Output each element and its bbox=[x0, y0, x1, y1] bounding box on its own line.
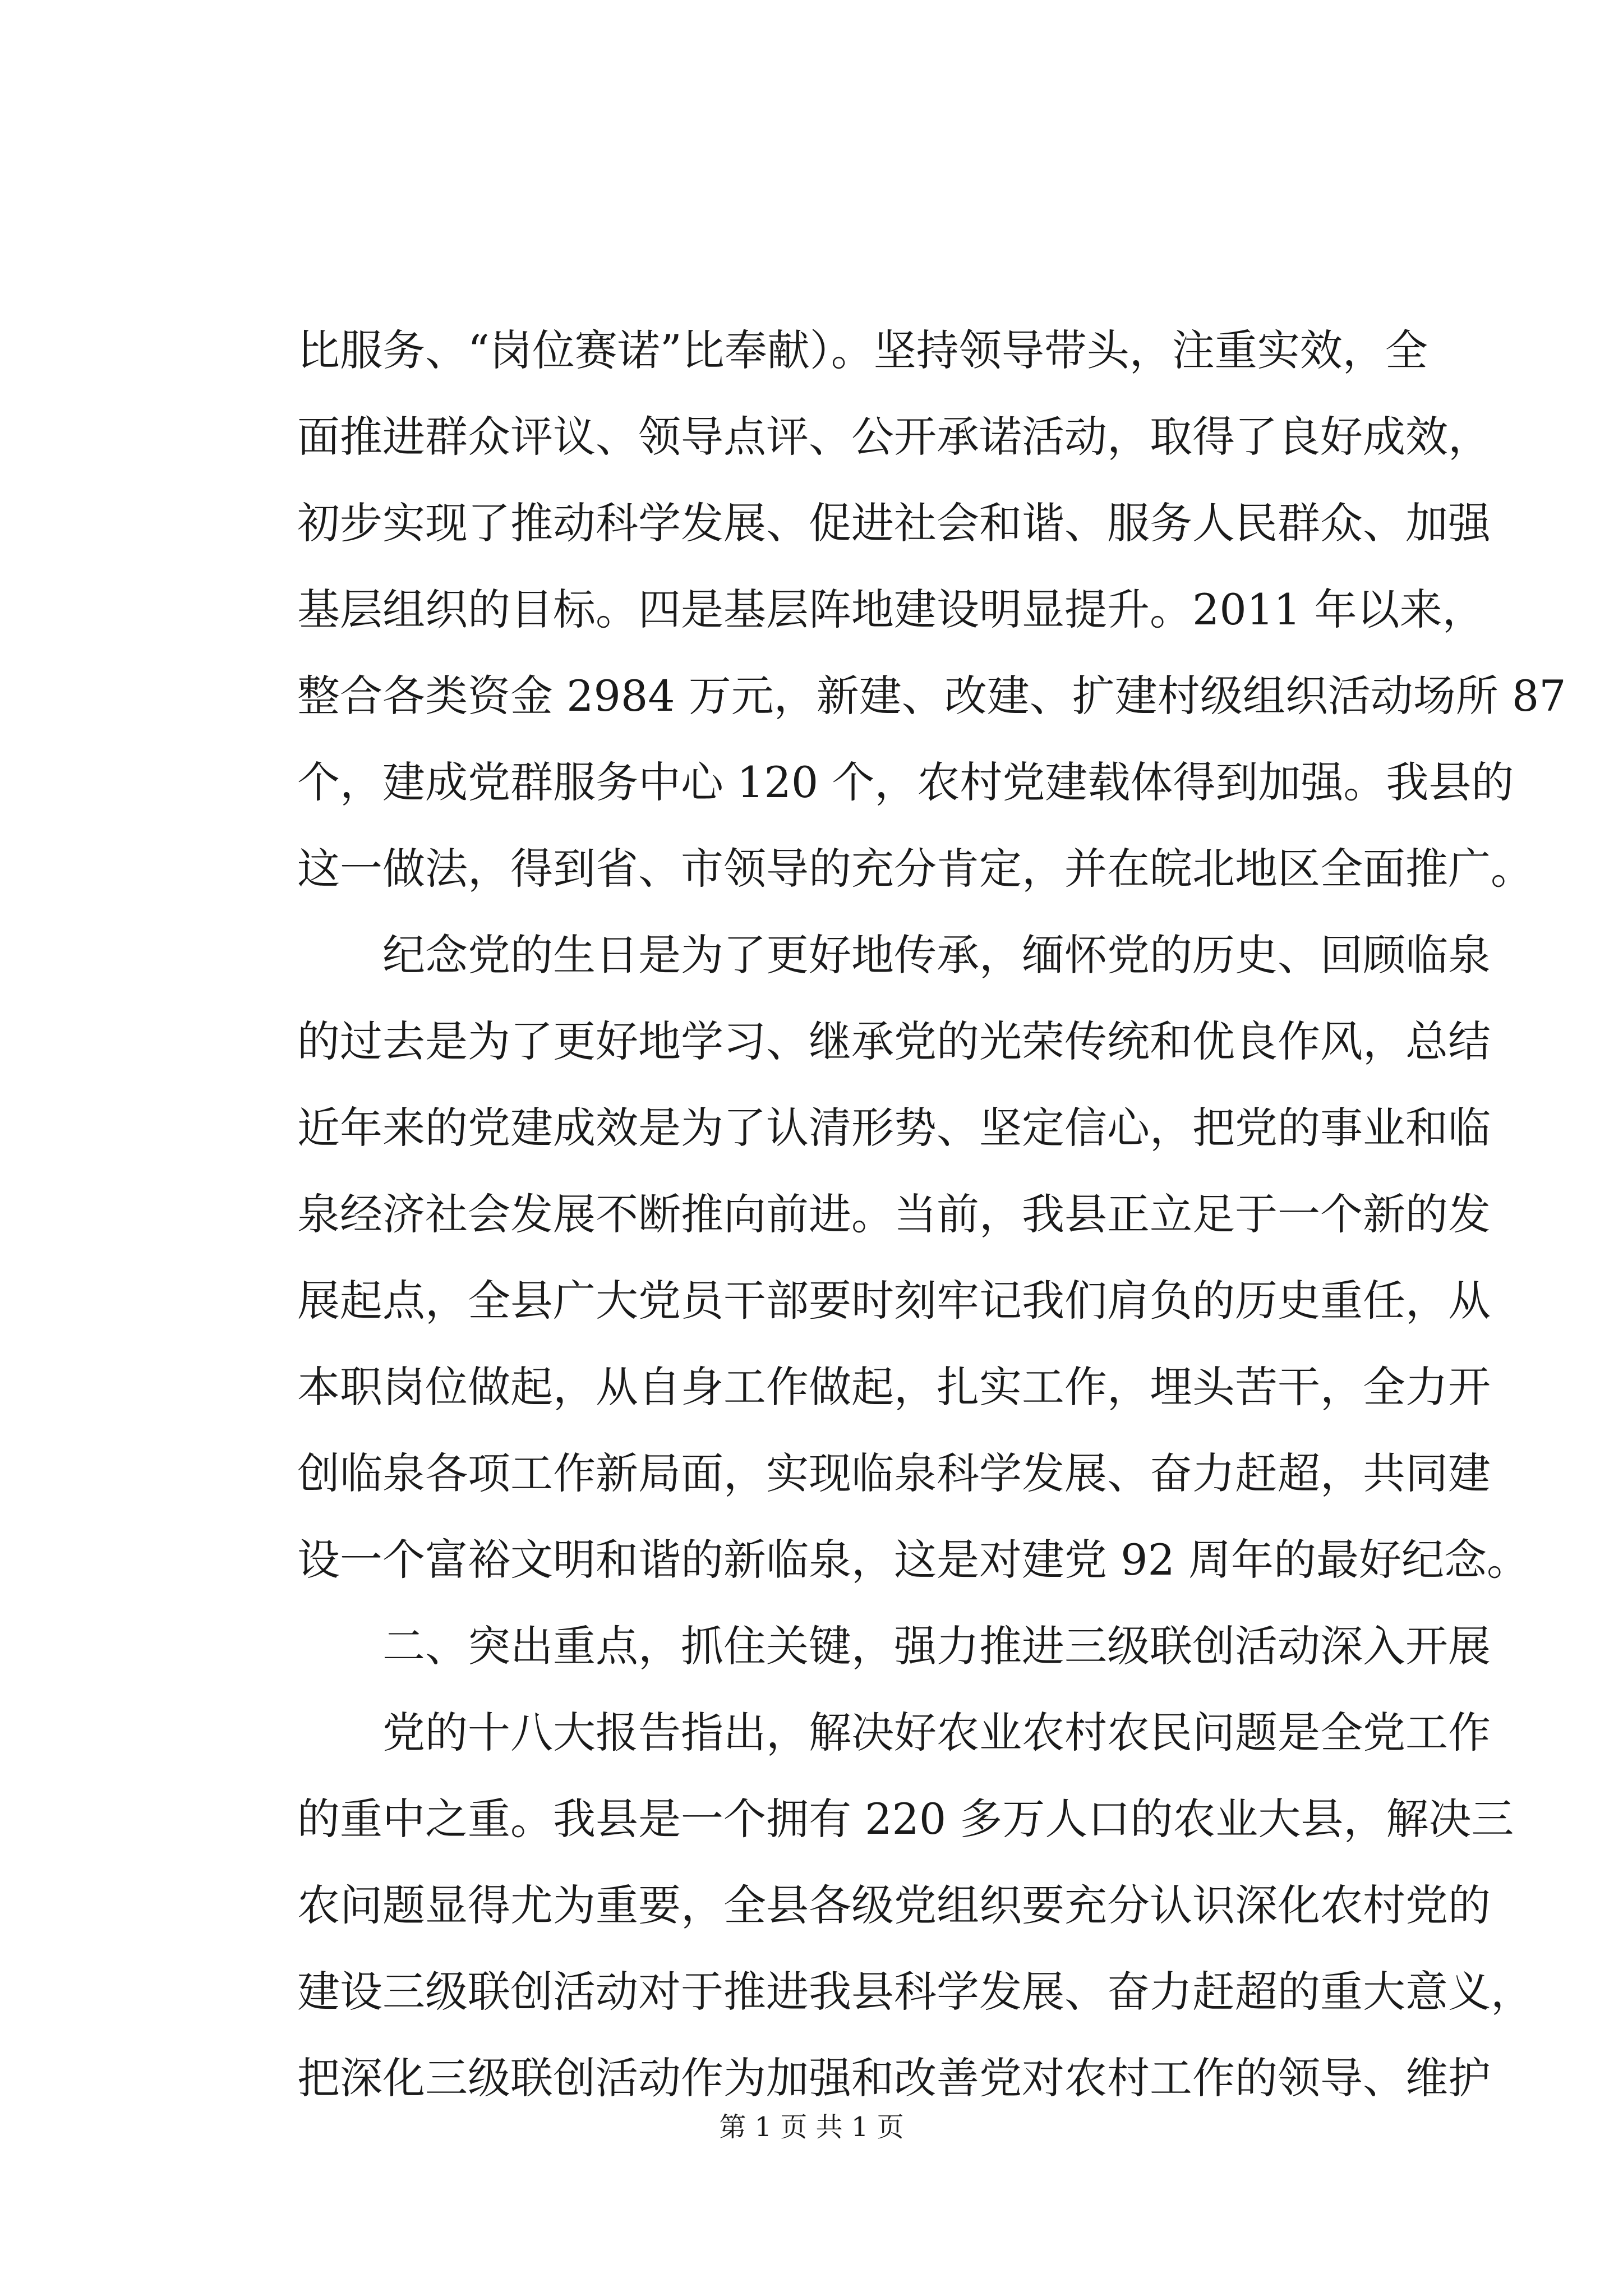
text-line: 建设三级联创活动对于推进我县科学发展、奋力赶超的重大意义， bbox=[297, 1967, 1533, 2017]
page-number-footer: 第 1 页 共 1 页 bbox=[719, 2111, 904, 2143]
text-line: 个，建成党群服务中心 120 个，农村党建载体得到加强。我县的 bbox=[297, 757, 1514, 807]
text-line: 近年来的党建成效是为了认清形势、坚定信心，把党的事业和临 bbox=[297, 1103, 1491, 1153]
text-line: 创临泉各项工作新局面，实现临泉科学发展、奋力赶超，共同建 bbox=[297, 1448, 1491, 1498]
text-line: 比服务、“岗位赛诺”比奉献）。坚持领导带头，注重实效，全 bbox=[297, 325, 1428, 375]
text-line: 的过去是为了更好地学习、继承党的光荣传统和优良作风，总结 bbox=[297, 1016, 1491, 1066]
text-line: 整合各类资金 2984 万元，新建、改建、扩建村级组织活动场所 87 bbox=[297, 671, 1566, 721]
text-line: 初步实现了推动科学发展、促进社会和谐、服务人民群众、加强 bbox=[297, 498, 1491, 548]
text-line: 基层组织的目标。四是基层阵地建设明显提升。2011 年以来， bbox=[297, 585, 1485, 634]
text-line: 泉经济社会发展不断推向前进。当前，我县正立足于一个新的发 bbox=[297, 1189, 1491, 1239]
text-line: 面推进群众评议、领导点评、公开承诺活动，取得了良好成效， bbox=[297, 412, 1491, 462]
text-line: 展起点，全县广大党员干部要时刻牢记我们肩负的历史重任，从 bbox=[297, 1276, 1491, 1326]
text-line: 农问题显得尤为重要，全县各级党组织要充分认识深化农村党的 bbox=[297, 1880, 1491, 1930]
text-line: 设一个富裕文明和谐的新临泉，这是对建党 92 周年的最好纪念。 bbox=[297, 1535, 1530, 1585]
text-line: 的重中之重。我县是一个拥有 220 多万人口的农业大县，解决三 bbox=[297, 1794, 1514, 1844]
text-line: 本职岗位做起，从自身工作做起，扎实工作，埋头苦干，全力开 bbox=[297, 1362, 1491, 1412]
section-heading: 二、突出重点，抓住关键，强力推进三级联创活动深入开展 bbox=[297, 1621, 1491, 1671]
text-line: 这一做法，得到省、市领导的充分肯定，并在皖北地区全面推广。 bbox=[297, 844, 1533, 894]
text-line: 党的十八大报告指出，解决好农业农村农民问题是全党工作 bbox=[297, 1708, 1491, 1757]
text-line: 把深化三级联创活动作为加强和改善党对农村工作的领导、维护 bbox=[297, 2053, 1491, 2103]
text-line: 纪念党的生日是为了更好地传承，缅怀党的历史、回顾临泉 bbox=[297, 930, 1491, 980]
document-body bbox=[297, 307, 1566, 2122]
